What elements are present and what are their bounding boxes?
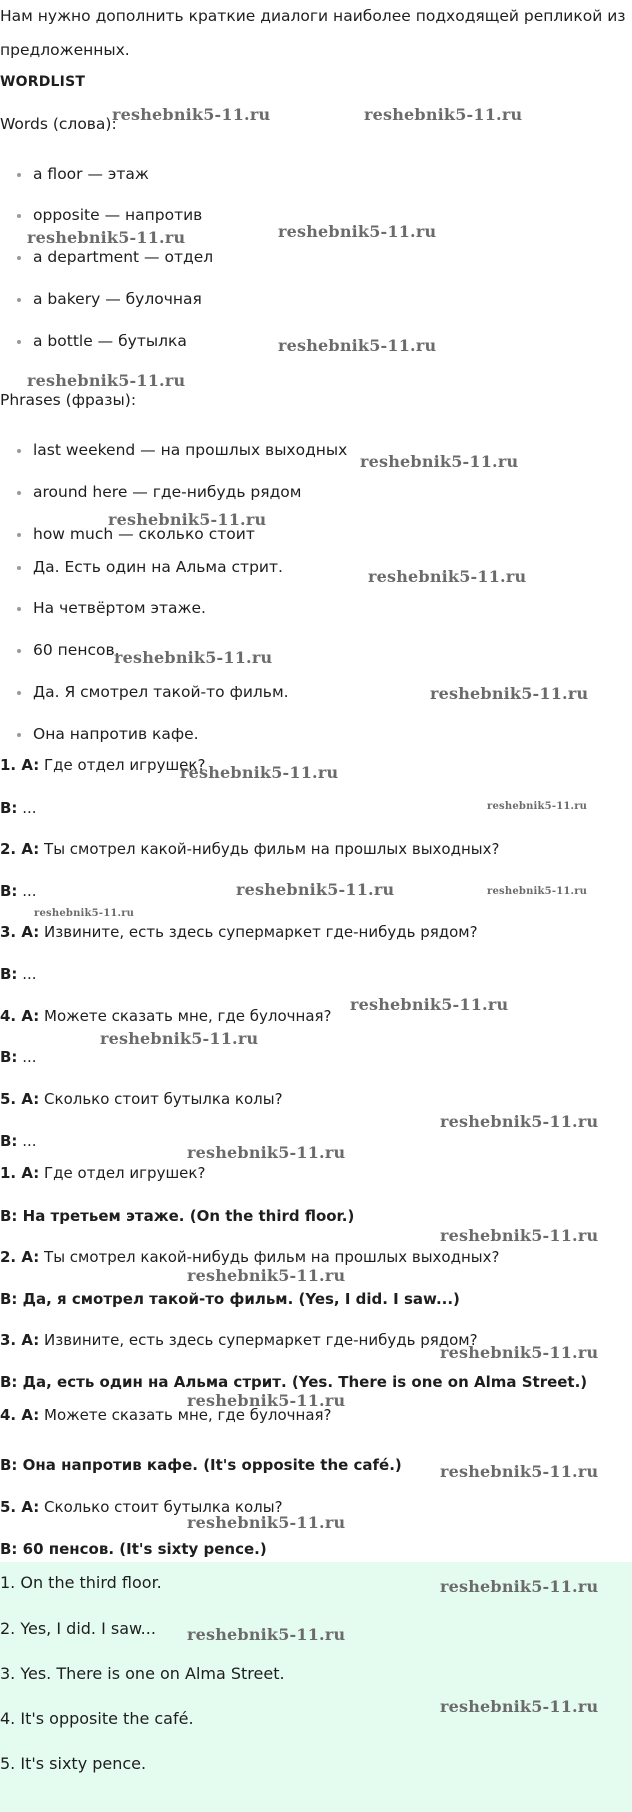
phrase-item: Она напротив кафе.: [33, 725, 199, 743]
task-question-5: 5. A: Сколько стоит бутылка колы?: [0, 1090, 283, 1108]
watermark: reshebnik5-11.ru: [112, 105, 271, 124]
watermark: reshebnik5-11.ru: [440, 1112, 599, 1131]
watermark: reshebnik5-11.ru: [100, 1029, 259, 1048]
watermark: reshebnik5-11.ru: [27, 371, 186, 390]
watermark: reshebnik5-11.ru: [278, 336, 437, 355]
task-answer-3: B: ...: [0, 965, 37, 983]
watermark: reshebnik5-11.ru: [440, 1577, 599, 1596]
watermark: reshebnik5-11.ru: [368, 567, 527, 586]
answer-item: 3. Yes. There is one on Alma Street.: [0, 1664, 285, 1683]
word-item: opposite — напротив: [33, 206, 203, 224]
phrase-item: На четвёртом этаже.: [33, 599, 206, 617]
watermark: reshebnik5-11.ru: [440, 1697, 599, 1716]
task-answer-5: B: ...: [0, 1132, 37, 1150]
task-answer-2: B: ...: [0, 882, 37, 900]
watermark: reshebnik5-11.ru: [278, 222, 437, 241]
solution-question-1: 1. A: Где отдел игрушек?: [0, 1164, 206, 1182]
watermark: reshebnik5-11.ru: [187, 1391, 346, 1410]
task-question-1: 1. A: Где отдел игрушек?: [0, 756, 206, 774]
solution-answer-3: B: Да, есть один на Альма стрит. (Yes. There is one on Alma Street.): [0, 1373, 588, 1391]
answer-item: 2. Yes, I did. I saw...: [0, 1619, 156, 1638]
phrase-item: Да. Я смотрел такой-то фильм.: [33, 683, 289, 701]
phrase-item: 60 пенсов.: [33, 641, 120, 659]
words-label: Words (слова):: [0, 115, 117, 133]
watermark: reshebnik5-11.ru: [27, 228, 186, 247]
phrases-label: Phrases (фразы):: [0, 391, 137, 409]
answer-item: 5. It's sixty pence.: [0, 1754, 147, 1773]
task-answer-1: B: ...: [0, 799, 37, 817]
phrase-item: how much — сколько стоит: [33, 525, 255, 543]
wordlist-heading: WORDLIST: [0, 74, 86, 90]
watermark: reshebnik5-11.ru: [108, 510, 267, 529]
word-item: a bottle — бутылка: [33, 332, 187, 350]
watermark: reshebnik5-11.ru: [187, 1266, 346, 1285]
watermark: reshebnik5-11.ru: [440, 1343, 599, 1362]
task-question-3: 3. A: Извините, есть здесь супермаркет где-нибудь рядом?: [0, 923, 478, 941]
solution-question-3: 3. A: Извините, есть здесь супермаркет где-нибудь рядом?: [0, 1331, 478, 1349]
intro-line-2: предложенных.: [0, 41, 130, 59]
phrase-item: last weekend — на прошлых выходных: [33, 441, 348, 459]
task-question-4: 4. A: Можете сказать мне, где булочная?: [0, 1007, 332, 1025]
phrase-item: around here — где-нибудь рядом: [33, 483, 302, 501]
solution-answer-4: B: Она напротив кафе. (It's opposite the café.): [0, 1456, 402, 1474]
solution-answer-1: B: На третьем этаже. (On the third floor.): [0, 1207, 355, 1225]
intro-line-1: Нам нужно дополнить краткие диалоги наиболее подходящей репликой из: [0, 7, 626, 25]
watermark: reshebnik5-11.ru: [187, 1143, 346, 1162]
watermark: reshebnik5-11.ru: [187, 1513, 346, 1532]
solution-answer-5: B: 60 пенсов. (It's sixty pence.): [0, 1540, 267, 1558]
word-item: a floor — этаж: [33, 165, 149, 183]
solution-answer-2: B: Да, я смотрел такой-то фильм. (Yes, I did. I saw...): [0, 1290, 460, 1308]
solution-question-4: 4. A: Можете сказать мне, где булочная?: [0, 1406, 332, 1424]
watermark: reshebnik5-11.ru: [180, 763, 339, 782]
watermark: reshebnik5-11.ru: [440, 1226, 599, 1245]
solution-question-5: 5. A: Сколько стоит бутылка колы?: [0, 1498, 283, 1516]
answers-box: [0, 1562, 632, 1812]
solution-question-2: 2. A: Ты смотрел какой-нибудь фильм на прошлых выходных?: [0, 1248, 500, 1266]
word-item: a department — отдел: [33, 248, 214, 266]
watermark: reshebnik5-11.ru: [487, 801, 588, 812]
answer-item: 1. On the third floor.: [0, 1573, 162, 1592]
task-answer-4: B: ...: [0, 1048, 37, 1066]
watermark: reshebnik5-11.ru: [487, 886, 588, 897]
watermark: reshebnik5-11.ru: [187, 1625, 346, 1644]
watermark: reshebnik5-11.ru: [364, 105, 523, 124]
watermark: reshebnik5-11.ru: [236, 880, 395, 899]
phrase-item: Да. Есть один на Альма стрит.: [33, 558, 283, 576]
watermark: reshebnik5-11.ru: [430, 684, 589, 703]
watermark: reshebnik5-11.ru: [114, 648, 273, 667]
watermark: reshebnik5-11.ru: [440, 1462, 599, 1481]
answer-item: 4. It's opposite the café.: [0, 1709, 194, 1728]
watermark: reshebnik5-11.ru: [360, 452, 519, 471]
watermark: reshebnik5-11.ru: [350, 995, 509, 1014]
word-item: a bakery — булочная: [33, 290, 202, 308]
watermark: reshebnik5-11.ru: [34, 908, 135, 919]
task-question-2: 2. A: Ты смотрел какой-нибудь фильм на прошлых выходных?: [0, 840, 500, 858]
